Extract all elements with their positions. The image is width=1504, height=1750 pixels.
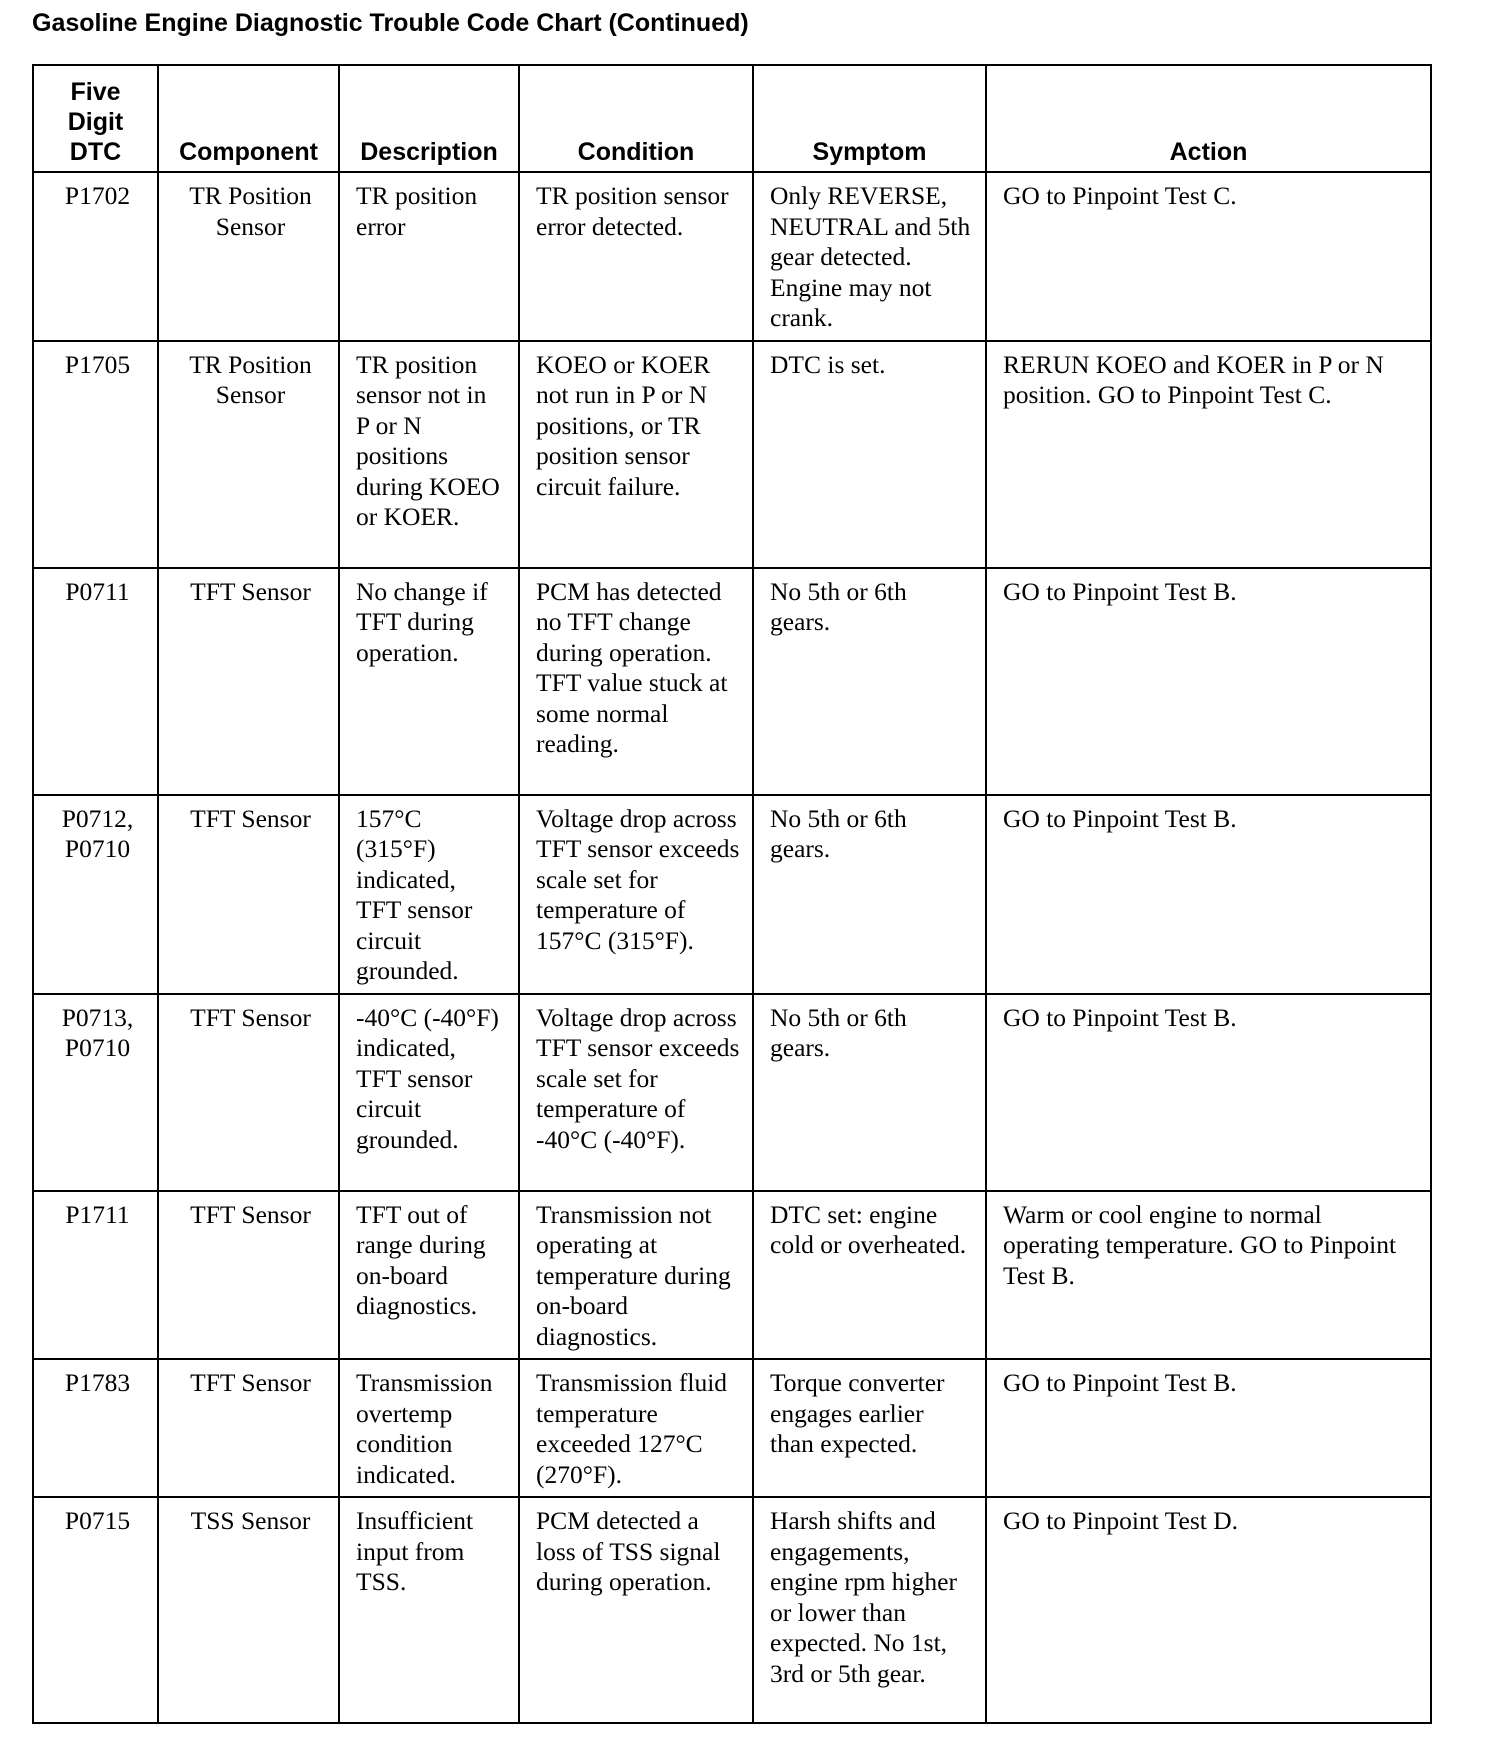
dtc-code: P1783 [33,1359,158,1497]
header-condition: Condition [519,65,753,172]
header-dtc-line: Five [70,78,121,106]
table-row [33,1191,1431,1360]
action-cell: GO to Pinpoint Test B. [986,568,1431,795]
component-cell: TFT Sensor [158,568,339,795]
dtc-table [32,64,1432,1724]
header-action: Action [986,65,1431,172]
description-cell: 157°C (315°F) indicated, TFT sensor circuit grounded. [339,795,519,994]
description-cell: -40°C (-40°F) indicated, TFT sensor circuit grounded. [339,994,519,1191]
description-cell: TFT out of range during on-board diagnostics. [339,1191,519,1360]
component-cell: TR Position Sensor [158,172,339,341]
action-cell: GO to Pinpoint Test C. [986,172,1431,341]
action-cell: GO to Pinpoint Test D. [986,1497,1431,1723]
table-row [33,1497,1431,1723]
symptom-cell: Harsh shifts and engagements, engine rpm higher or lower than expected. No 1st, 3rd or 5th gear. [753,1497,986,1723]
symptom-cell: DTC is set. [753,341,986,568]
symptom-cell: Torque converter engages earlier than expected. [753,1359,986,1497]
table-row [33,1359,1431,1497]
header-dtc-line: Digit [67,108,124,136]
dtc-code: P1705 [33,341,158,568]
dtc-code: P1711 [33,1191,158,1360]
header-symptom: Symptom [753,65,986,172]
dtc-code: P0711 [33,568,158,795]
action-cell: Warm or cool engine to normal operating temperature. GO to Pinpoint Test B. [986,1191,1431,1360]
dtc-code: P1702 [33,172,158,341]
table-row [33,341,1431,568]
condition-cell: PCM detected a loss of TSS signal during operation. [519,1497,753,1723]
table-row [33,172,1431,341]
symptom-cell: Only REVERSE, NEUTRAL and 5th gear detected. Engine may not crank. [753,172,986,341]
component-cell: TFT Sensor [158,1191,339,1360]
description-cell: Insufficient input from TSS. [339,1497,519,1723]
condition-cell: Transmission not operating at temperature during on-board diagnostics. [519,1191,753,1360]
dtc-code: P0713, P0710 [33,994,158,1191]
header-dtc-line: DTC [69,138,122,166]
condition-cell: Voltage drop across TFT sensor exceeds scale set for temperature of -40°C (-40°F). [519,994,753,1191]
description-cell: Transmission overtemp condition indicated. [339,1359,519,1497]
action-cell: GO to Pinpoint Test B. [986,994,1431,1191]
symptom-cell: No 5th or 6th gears. [753,795,986,994]
component-cell: TSS Sensor [158,1497,339,1723]
description-cell: TR position sensor not in P or N positions during KOEO or KOER. [339,341,519,568]
component-cell: TFT Sensor [158,1359,339,1497]
condition-cell: PCM has detected no TFT change during operation. TFT value stuck at some normal reading. [519,568,753,795]
header-row [33,65,1431,172]
dtc-code: P0715 [33,1497,158,1723]
header-component: Component [158,65,339,172]
condition-cell: Voltage drop across TFT sensor exceeds scale set for temperature of 157°C (315°F). [519,795,753,994]
symptom-cell: No 5th or 6th gears. [753,568,986,795]
action-cell: GO to Pinpoint Test B. [986,1359,1431,1497]
page-title: Gasoline Engine Diagnostic Trouble Code Chart (Continued) [32,9,749,37]
action-cell: GO to Pinpoint Test B. [986,795,1431,994]
table-row [33,795,1431,994]
condition-cell: KOEO or KOER not run in P or N positions, or TR position sensor circuit failure. [519,341,753,568]
component-cell: TFT Sensor [158,994,339,1191]
condition-cell: TR position sensor error detected. [519,172,753,341]
action-cell: RERUN KOEO and KOER in P or N position. GO to Pinpoint Test C. [986,341,1431,568]
symptom-cell: No 5th or 6th gears. [753,994,986,1191]
condition-cell: Transmission fluid temperature exceeded 127°C (270°F). [519,1359,753,1497]
description-cell: No change if TFT during operation. [339,568,519,795]
header-description: Description [339,65,519,172]
dtc-code: P0712, P0710 [33,795,158,994]
symptom-cell: DTC set: engine cold or overheated. [753,1191,986,1360]
component-cell: TR Position Sensor [158,341,339,568]
component-cell: TFT Sensor [158,795,339,994]
table-row [33,994,1431,1191]
header-dtc [33,65,158,172]
description-cell: TR position error [339,172,519,341]
table-row [33,568,1431,795]
